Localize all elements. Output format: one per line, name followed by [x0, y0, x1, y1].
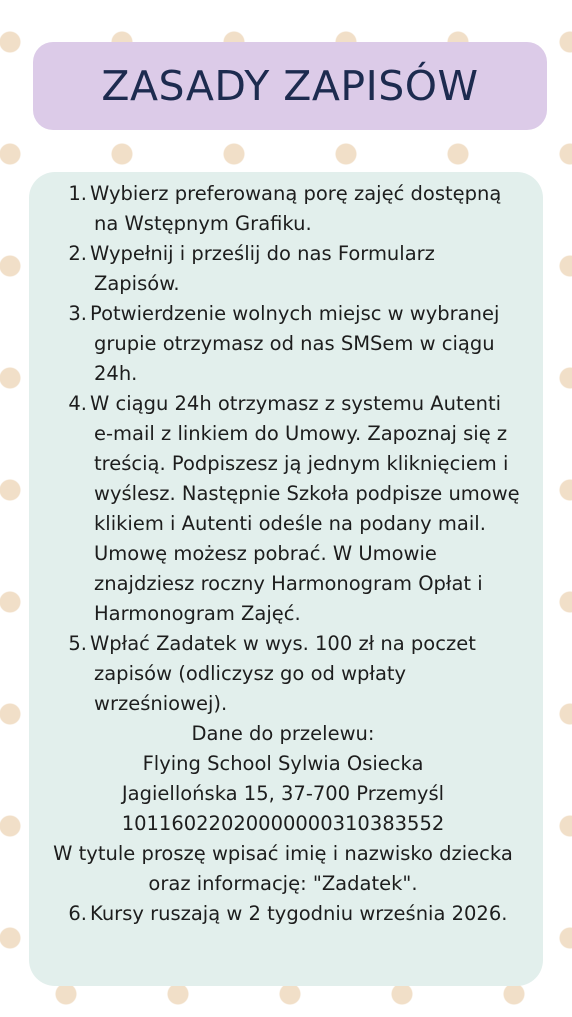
rule-line: Wybierz preferowaną porę zajęć dostępną	[90, 182, 502, 205]
rule-line: 24h.	[94, 362, 138, 385]
rule-line: Potwierdzenie wolnych miejsc w wybranej	[90, 302, 500, 325]
rule-line: Wypełnij i prześlij do nas Formularz	[90, 242, 435, 265]
rule-number: 2.	[68, 242, 87, 265]
rule-text	[90, 239, 521, 299]
rule-line: grupie otrzymasz od nas SMSem w ciągu	[94, 332, 495, 355]
rule-line: znajdziesz roczny Harmonogram Opłat i	[94, 572, 483, 595]
rule-text	[90, 899, 521, 929]
rule-number: 5.	[68, 632, 87, 655]
rule-item-6	[49, 899, 521, 929]
rule-line: Umowę możesz pobrać. W Umowie	[94, 542, 437, 565]
rule-line: wyślesz. Następnie Szkoła podpisze umowę	[94, 482, 520, 505]
rule-line: W ciągu 24h otrzymasz z systemu Autenti	[90, 392, 502, 415]
rule-text	[90, 179, 521, 239]
rule-line: e-mail z linkiem do Umowy. Zapoznaj się z	[94, 422, 508, 445]
title-banner	[33, 42, 547, 130]
transfer-title-note: oraz informację: "Zadatek".	[148, 872, 418, 895]
rule-line: treścią. Podpiszesz ją jednym kliknięciem i	[94, 452, 509, 475]
rule-line: Harmonogram Zajęć.	[94, 602, 301, 625]
transfer-heading: Dane do przelewu:	[191, 722, 375, 745]
rule-number: 3.	[68, 302, 87, 325]
rule-item-1	[49, 179, 521, 239]
rule-text	[90, 629, 521, 719]
rule-line: Wpłać Zadatek w wys. 100 zł na poczet	[90, 632, 476, 655]
transfer-account-number: 10116022020000000310383552	[121, 812, 445, 835]
transfer-address: Jagiellońska 15, 37-700 Przemyśl	[121, 782, 445, 805]
rule-line: Kursy ruszają w 2 tygodniu września 2026.	[90, 902, 508, 925]
rules-list	[49, 179, 521, 929]
rule-line: wrześniowej).	[94, 692, 228, 715]
rule-item-2	[49, 239, 521, 299]
rule-number: 1.	[68, 182, 87, 205]
rules-card	[29, 172, 543, 986]
rule-item-3	[49, 299, 521, 389]
rule-line: zapisów (odliczysz go od wpłaty	[94, 662, 407, 685]
rule-number: 4.	[68, 392, 87, 415]
transfer-recipient: Flying School Sylwia Osiecka	[142, 752, 424, 775]
rule-line: Zapisów.	[94, 272, 180, 295]
rule-number: 6.	[68, 902, 87, 925]
rule-line: klikiem i Autenti odeśle na podany mail.	[94, 512, 486, 535]
rule-item-4	[49, 389, 521, 629]
rule-text	[90, 299, 521, 389]
rule-line: na Wstępnym Grafiku.	[94, 212, 312, 235]
transfer-title-note: W tytule proszę wpisać imię i nazwisko dziecka	[53, 842, 513, 865]
rule-item-5	[49, 629, 521, 719]
transfer-details	[49, 719, 521, 899]
rule-text	[90, 389, 521, 629]
page-title: ZASADY ZAPISÓW	[101, 62, 479, 110]
